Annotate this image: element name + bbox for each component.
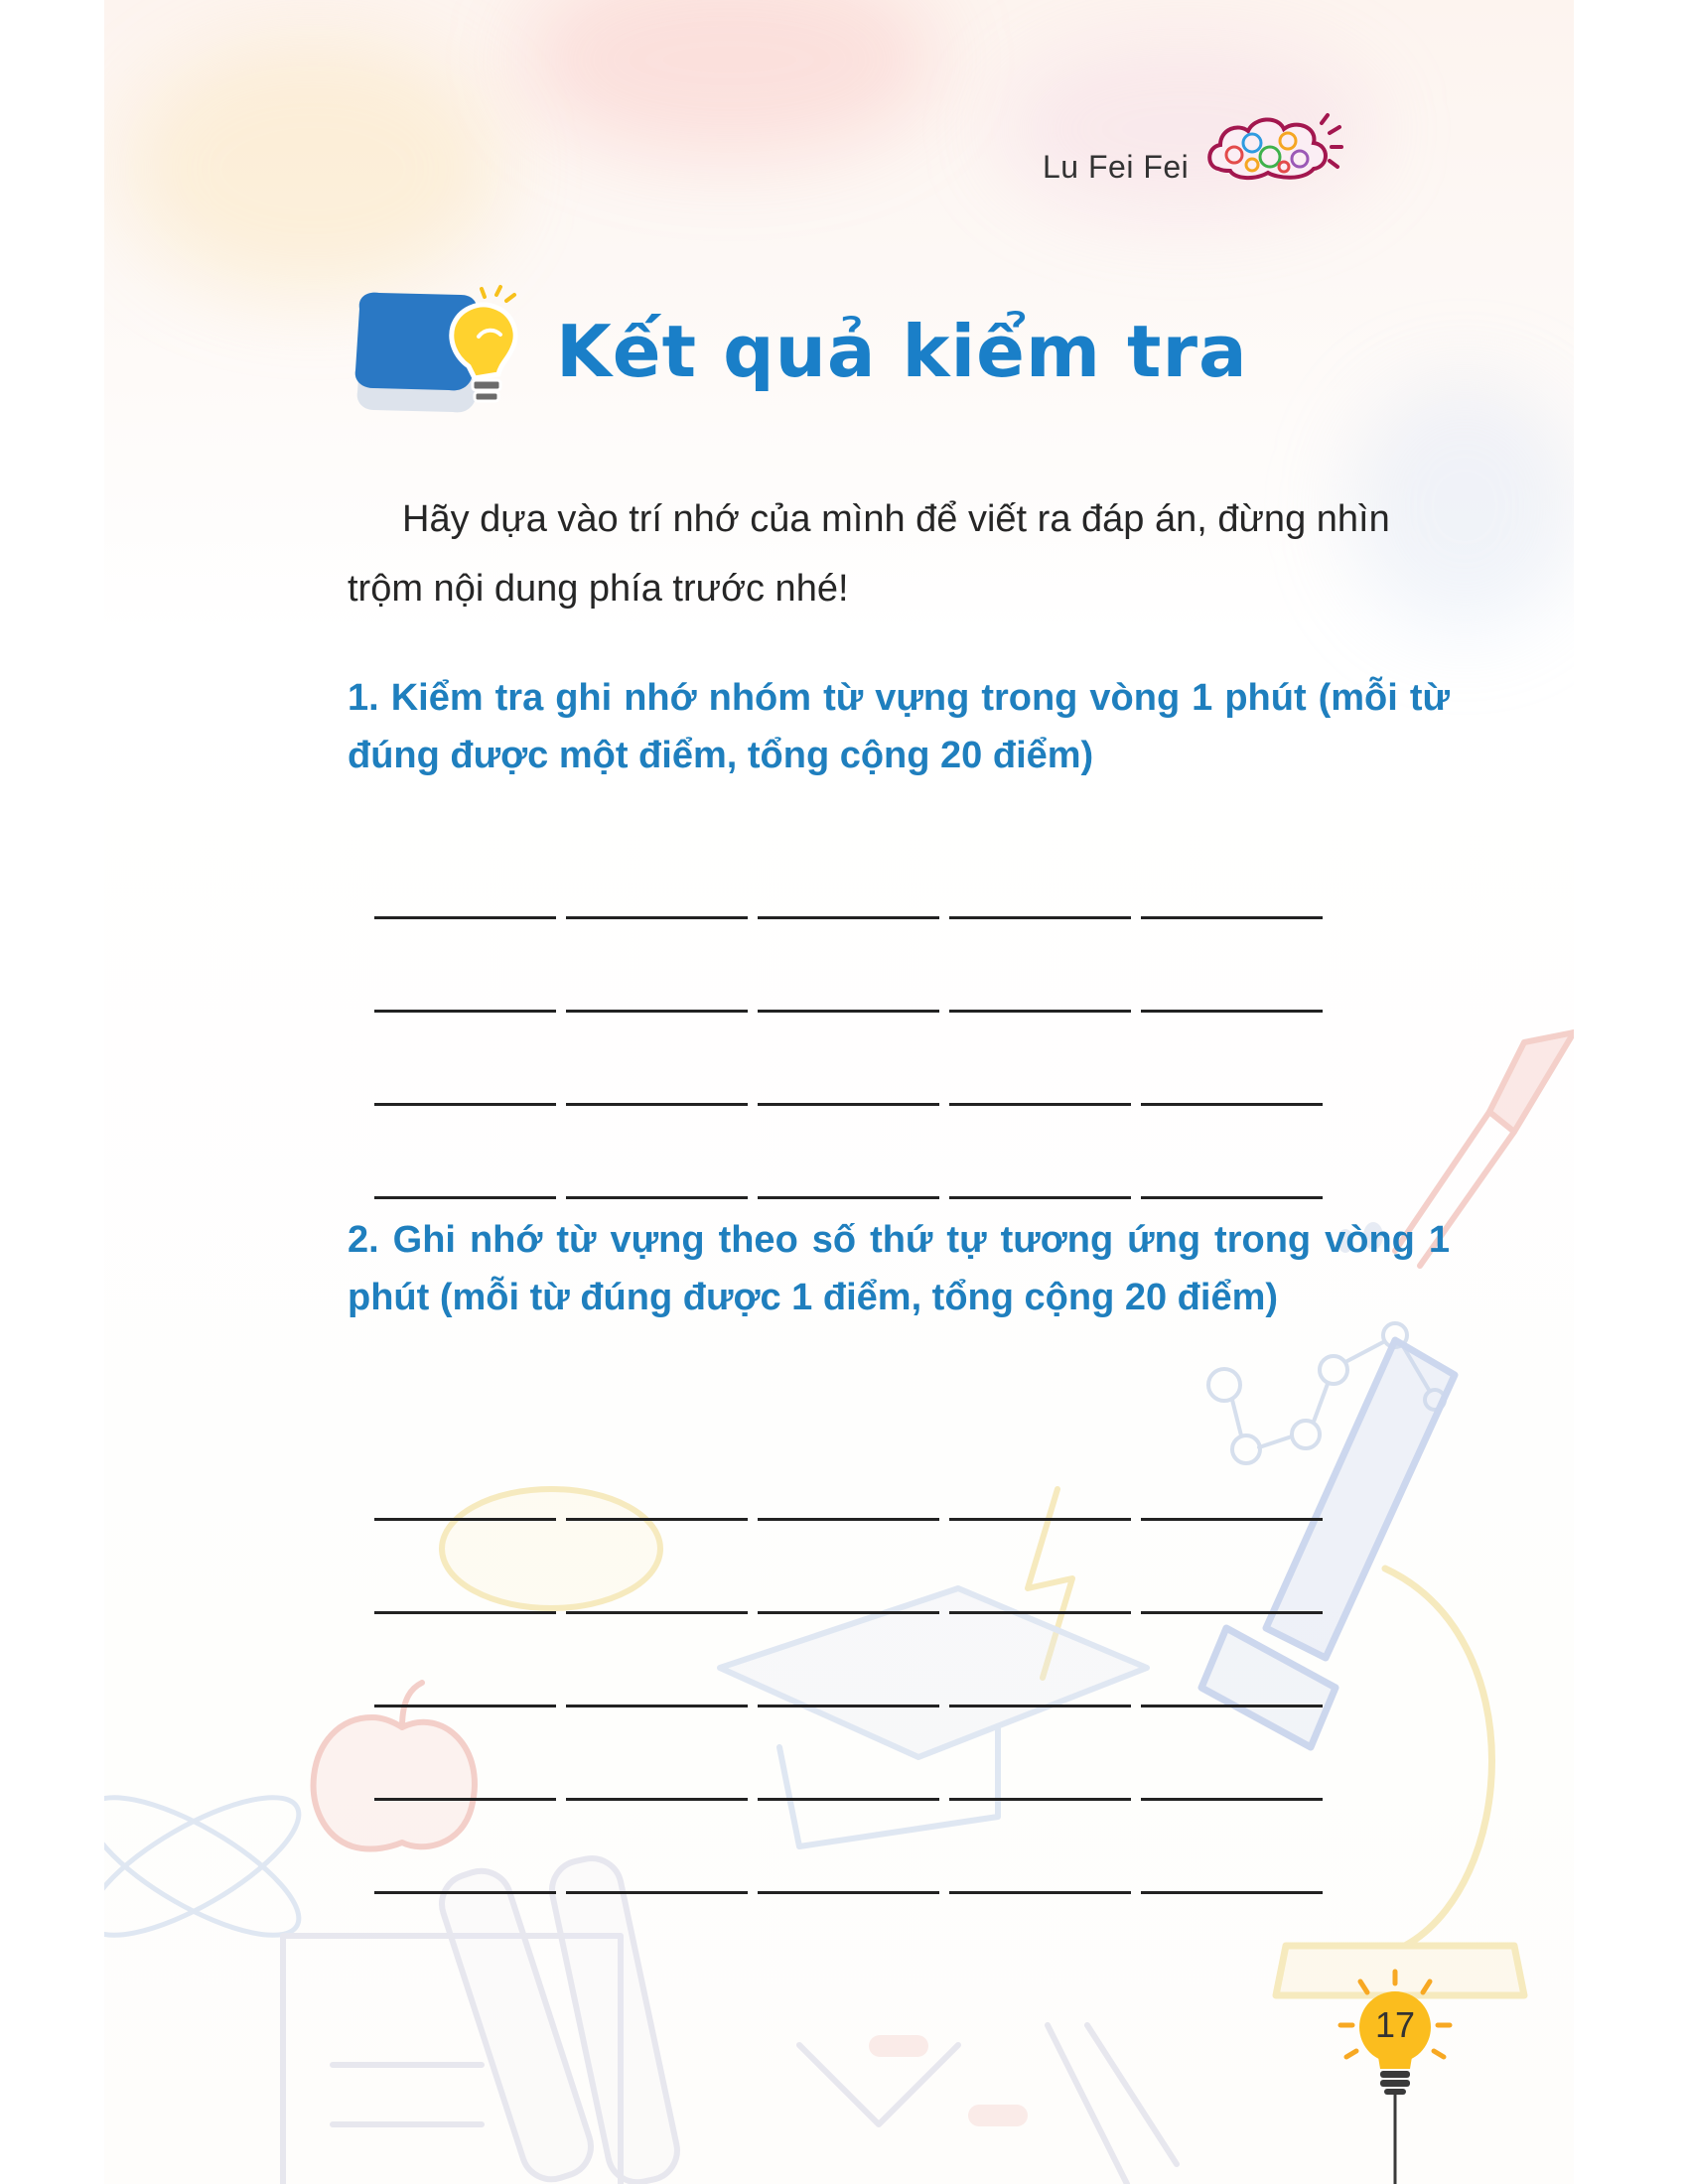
answer-row	[374, 1614, 1323, 1707]
answer-row	[374, 1428, 1323, 1521]
question-1-heading: 1. Kiểm tra ghi nhớ nhóm từ vựng trong vòng 1 phút (mỗi từ đúng được một điểm, tổng cộng 20 điểm)	[348, 677, 1450, 776]
answer-blank[interactable]	[949, 1611, 1131, 1614]
answer-blank[interactable]	[758, 1196, 939, 1199]
answer-blank[interactable]	[374, 1891, 556, 1894]
answer-blank[interactable]	[374, 1103, 556, 1106]
answer-blank[interactable]	[949, 1518, 1131, 1521]
answer-grid-question-1	[374, 826, 1323, 1199]
intro-text: Hãy dựa vào trí nhớ của mình để viết ra đáp án, đừng nhìn trộm nội dung phía trước nhé!	[348, 498, 1390, 610]
section-title: Kết quả kiểm tra	[556, 310, 1248, 393]
answer-blank[interactable]	[374, 916, 556, 919]
answer-blank[interactable]	[1141, 1611, 1323, 1614]
answer-grid-question-2	[374, 1428, 1323, 1894]
answer-blank[interactable]	[758, 1518, 939, 1521]
answer-blank[interactable]	[374, 1798, 556, 1801]
answer-blank[interactable]	[949, 1798, 1131, 1801]
question-2-heading: 2. Ghi nhớ từ vựng theo số thứ tự tương ứng trong vòng 1 phút (mỗi từ đúng được 1 điểm, tổng cộng 20 điểm)	[348, 1219, 1450, 1318]
page-number: 17	[1374, 2004, 1416, 2045]
answer-blank[interactable]	[949, 1103, 1131, 1106]
answer-blank[interactable]	[566, 1611, 748, 1614]
answer-row	[374, 919, 1323, 1013]
answer-row	[374, 826, 1323, 919]
answer-blank[interactable]	[1141, 916, 1323, 919]
answer-blank[interactable]	[758, 1891, 939, 1894]
answer-blank[interactable]	[1141, 1010, 1323, 1013]
answer-row	[374, 1521, 1323, 1614]
answer-blank[interactable]	[758, 1611, 939, 1614]
answer-blank[interactable]	[758, 916, 939, 919]
answer-row	[374, 1707, 1323, 1801]
answer-blank[interactable]	[1141, 1705, 1323, 1707]
answer-blank[interactable]	[566, 1891, 748, 1894]
lightbulb-page-icon	[1331, 1966, 1460, 2184]
answer-blank[interactable]	[374, 1518, 556, 1521]
answer-row	[374, 1106, 1323, 1199]
header-author: Lu Fei Fei	[1043, 149, 1190, 185]
answer-blank[interactable]	[566, 1798, 748, 1801]
answer-row	[374, 1013, 1323, 1106]
answer-blank[interactable]	[566, 1518, 748, 1521]
answer-blank[interactable]	[949, 1196, 1131, 1199]
intro-paragraph	[348, 484, 1450, 623]
answer-blank[interactable]	[374, 1196, 556, 1199]
answer-blank[interactable]	[566, 1196, 748, 1199]
page	[104, 0, 1574, 2184]
answer-blank[interactable]	[949, 1705, 1131, 1707]
answer-blank[interactable]	[1141, 1518, 1323, 1521]
answer-blank[interactable]	[374, 1010, 556, 1013]
answer-blank[interactable]	[566, 1103, 748, 1106]
brain-gears-icon	[1204, 109, 1343, 199]
answer-blank[interactable]	[949, 1891, 1131, 1894]
answer-blank[interactable]	[758, 1103, 939, 1106]
answer-row	[374, 1801, 1323, 1894]
answer-blank[interactable]	[1141, 1196, 1323, 1199]
answer-blank[interactable]	[566, 1010, 748, 1013]
answer-blank[interactable]	[374, 1611, 556, 1614]
answer-blank[interactable]	[758, 1798, 939, 1801]
answer-blank[interactable]	[566, 916, 748, 919]
answer-blank[interactable]	[1141, 1798, 1323, 1801]
answer-blank[interactable]	[1141, 1103, 1323, 1106]
answer-blank[interactable]	[758, 1010, 939, 1013]
answer-blank[interactable]	[949, 1010, 1131, 1013]
answer-blank[interactable]	[758, 1705, 939, 1707]
answer-blank[interactable]	[566, 1705, 748, 1707]
lightbulb-badge-icon	[346, 283, 524, 422]
answer-blank[interactable]	[374, 1705, 556, 1707]
answer-blank[interactable]	[1141, 1891, 1323, 1894]
answer-blank[interactable]	[949, 916, 1131, 919]
